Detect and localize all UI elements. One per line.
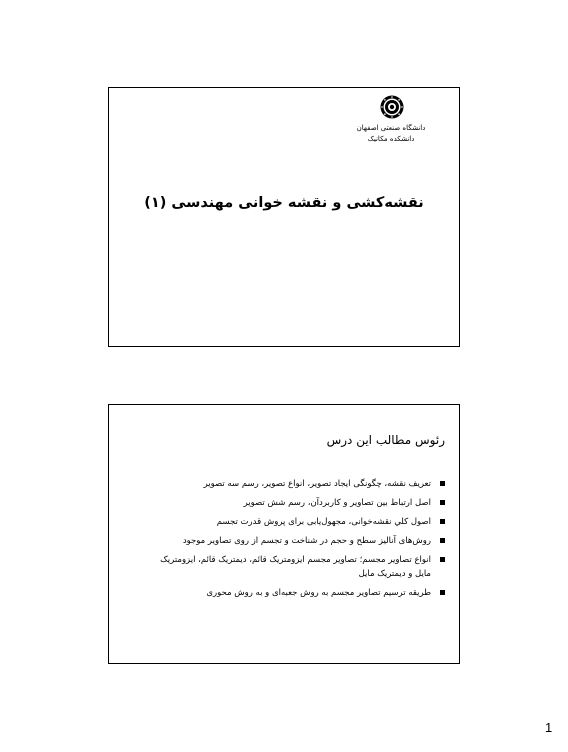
slide-heading: رئوس مطالب این درس (326, 433, 445, 447)
bullet-icon (440, 500, 445, 505)
slide-1 (108, 87, 460, 347)
slide-2 (108, 404, 460, 664)
bullet-icon (440, 481, 445, 486)
university-name: دانشگاه صنعتی اصفهان (356, 124, 426, 132)
list-item (145, 586, 445, 600)
bullet-icon (440, 538, 445, 543)
topics-list (145, 477, 445, 605)
page-number: 1 (545, 720, 553, 735)
list-item-text: تعریف نقشه، چگونگی ایجاد تصویر، انواع تصویر، رسم سه تصویر (203, 479, 431, 489)
list-item-text: اصول کلي نقشه‌خوانی، مجهول‌یابی برای پروش قدرت تجسم (216, 517, 431, 527)
bullet-icon (440, 519, 445, 524)
list-item-text: طریقه ترسیم تصاویر مجسم به روش جعبه‌ای و به روش محوری (206, 588, 431, 598)
list-item-text: اصل ارتباط بین تصاویر و کاربردآن، رسم شش تصویر (243, 498, 431, 508)
list-item-text: انواع تصاویر مجسم؛ تصاویر مجسم ایزومتریک قائم، دیمتریک قائم، ایزومتریک مایل و دیمتریک مایل (160, 555, 431, 579)
list-item (145, 553, 445, 581)
list-item (145, 496, 445, 510)
faculty-name: دانشکده مکانیک (367, 135, 415, 143)
university-seal-icon (380, 95, 404, 119)
bullet-icon (440, 590, 445, 595)
slide-title: نقشه‌کشی و نقشه خوانی مهندسی (۱) (144, 195, 424, 211)
list-item (145, 534, 445, 548)
list-item (145, 515, 445, 529)
list-item (145, 477, 445, 491)
list-item-text: روش‌های آنالیز سطح و حجم در شناخت و تجسم از روی تصاویر موجود (182, 536, 431, 546)
bullet-icon (440, 557, 445, 562)
